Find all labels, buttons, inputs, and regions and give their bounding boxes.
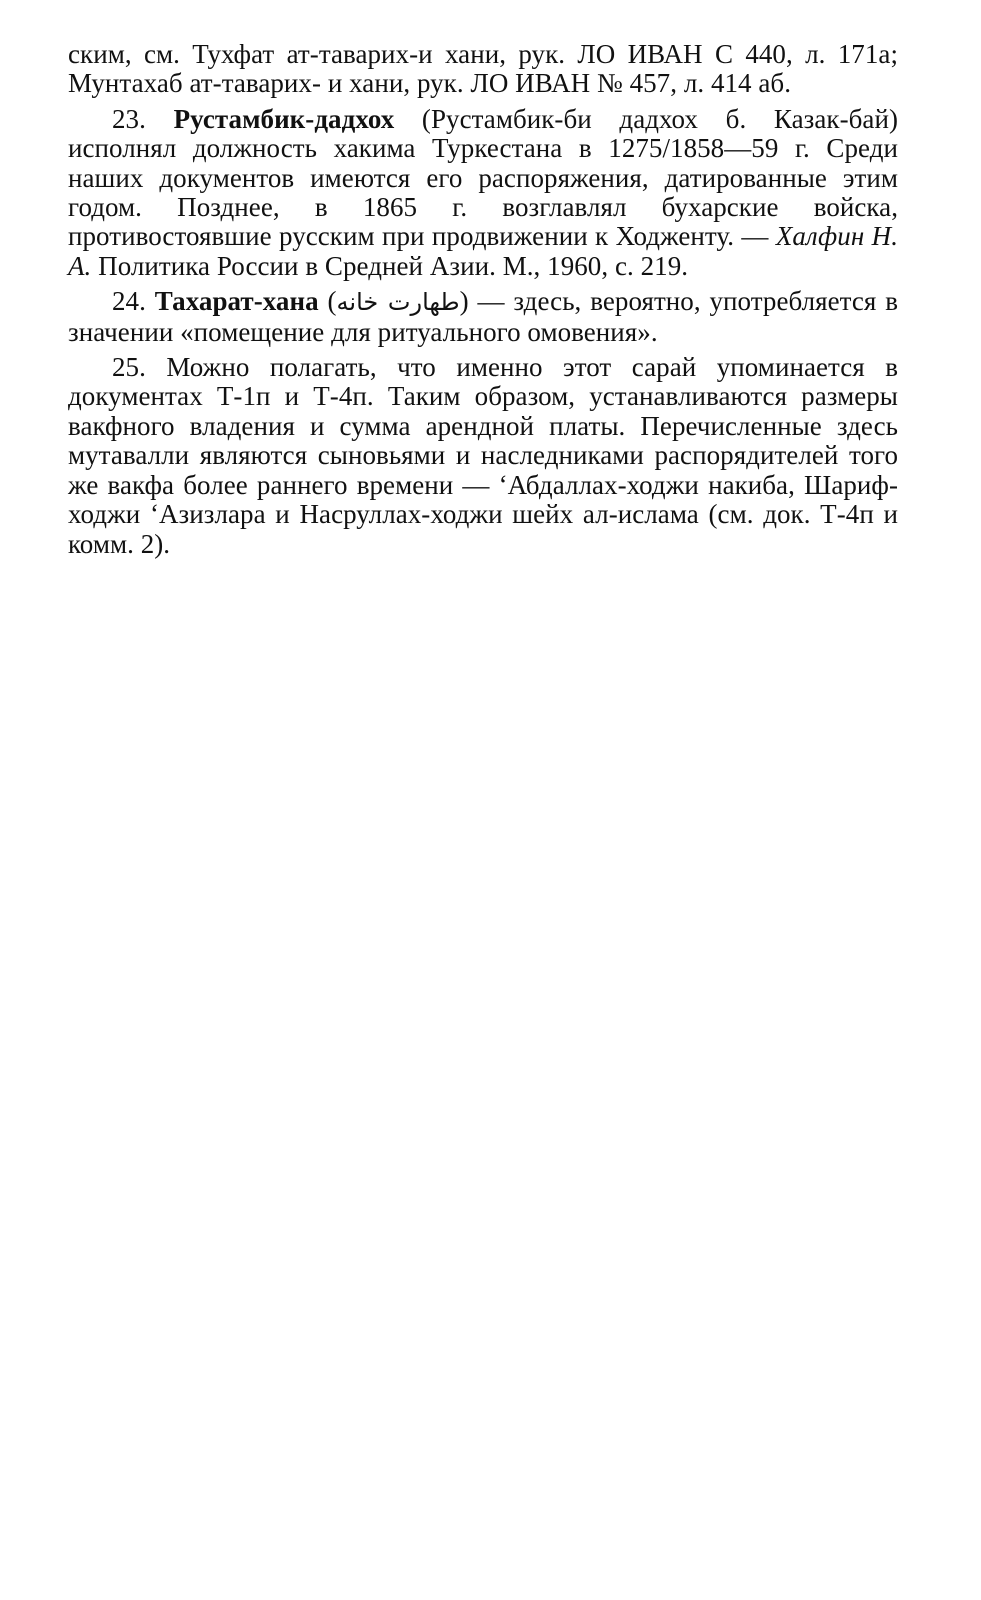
note-24: 24. Тахарат-хана (طهارت خانه) — здесь, вероятно, употребляется в значении «помещение для ритуального омовения». [68,286,899,347]
note-24-number: 24. [112,286,146,317]
note-continuation-text: ским, см. Тухфат ат-таварих-и хани, рук. ЛО ИВАН С 440, л. 171а; Мунтахаб ат-таварих- и хани, рук. ЛО ИВАН № 457, л. 414 аб. [68,39,898,99]
note-23-author: Халфин Н. А. [68,221,898,281]
note-continuation [68,40,898,99]
note-24-text: — здесь, вероятно, употребляется в значении «помещение для ритуального омовения». [68,286,899,347]
note-24-term: Тахарат-хана [154,286,319,317]
note-23 [68,105,898,281]
document-page [68,40,898,559]
note-23-number: 23. [112,103,146,134]
note-23-text-a: (Рустамбик-би дадхох б. Казак-бай) исполнял должность хакима Туркестана в 1275/1858—59 г. Среди наших документов имеются его распоряжения, датированные этим годом. Позднее, в 1865 г. возглавлял бухарские войска, противостоявшие русским при продвижении к Ходженту. — [68,103,898,252]
note-25-text: Можно полагать, что именно этот сарай упоминается в документах Т-1п и Т-4п. Таким образом, устанавливаются размеры вакфного владения и сумма арендной платы. Перечисленные здесь мутавалли являются сыновьями и наследниками распорядителей того же вакфа более раннего времени — ‘Абдаллах-ходжи накиба, Шариф-ходжи ‘Азизлара и Насруллах-ходжи шейх ал-ислама (см. док. Т-4п и комм. 2). [68,352,898,559]
note-25-number: 25. [112,352,146,383]
note-23-text-b: Политика России в Средней Азии. М., 1960, с. 219. [91,250,689,281]
note-25 [68,353,898,559]
note-24-arabic: طهارت خانه [336,288,460,317]
note-23-term: Рустамбик-дадхох [173,103,395,134]
